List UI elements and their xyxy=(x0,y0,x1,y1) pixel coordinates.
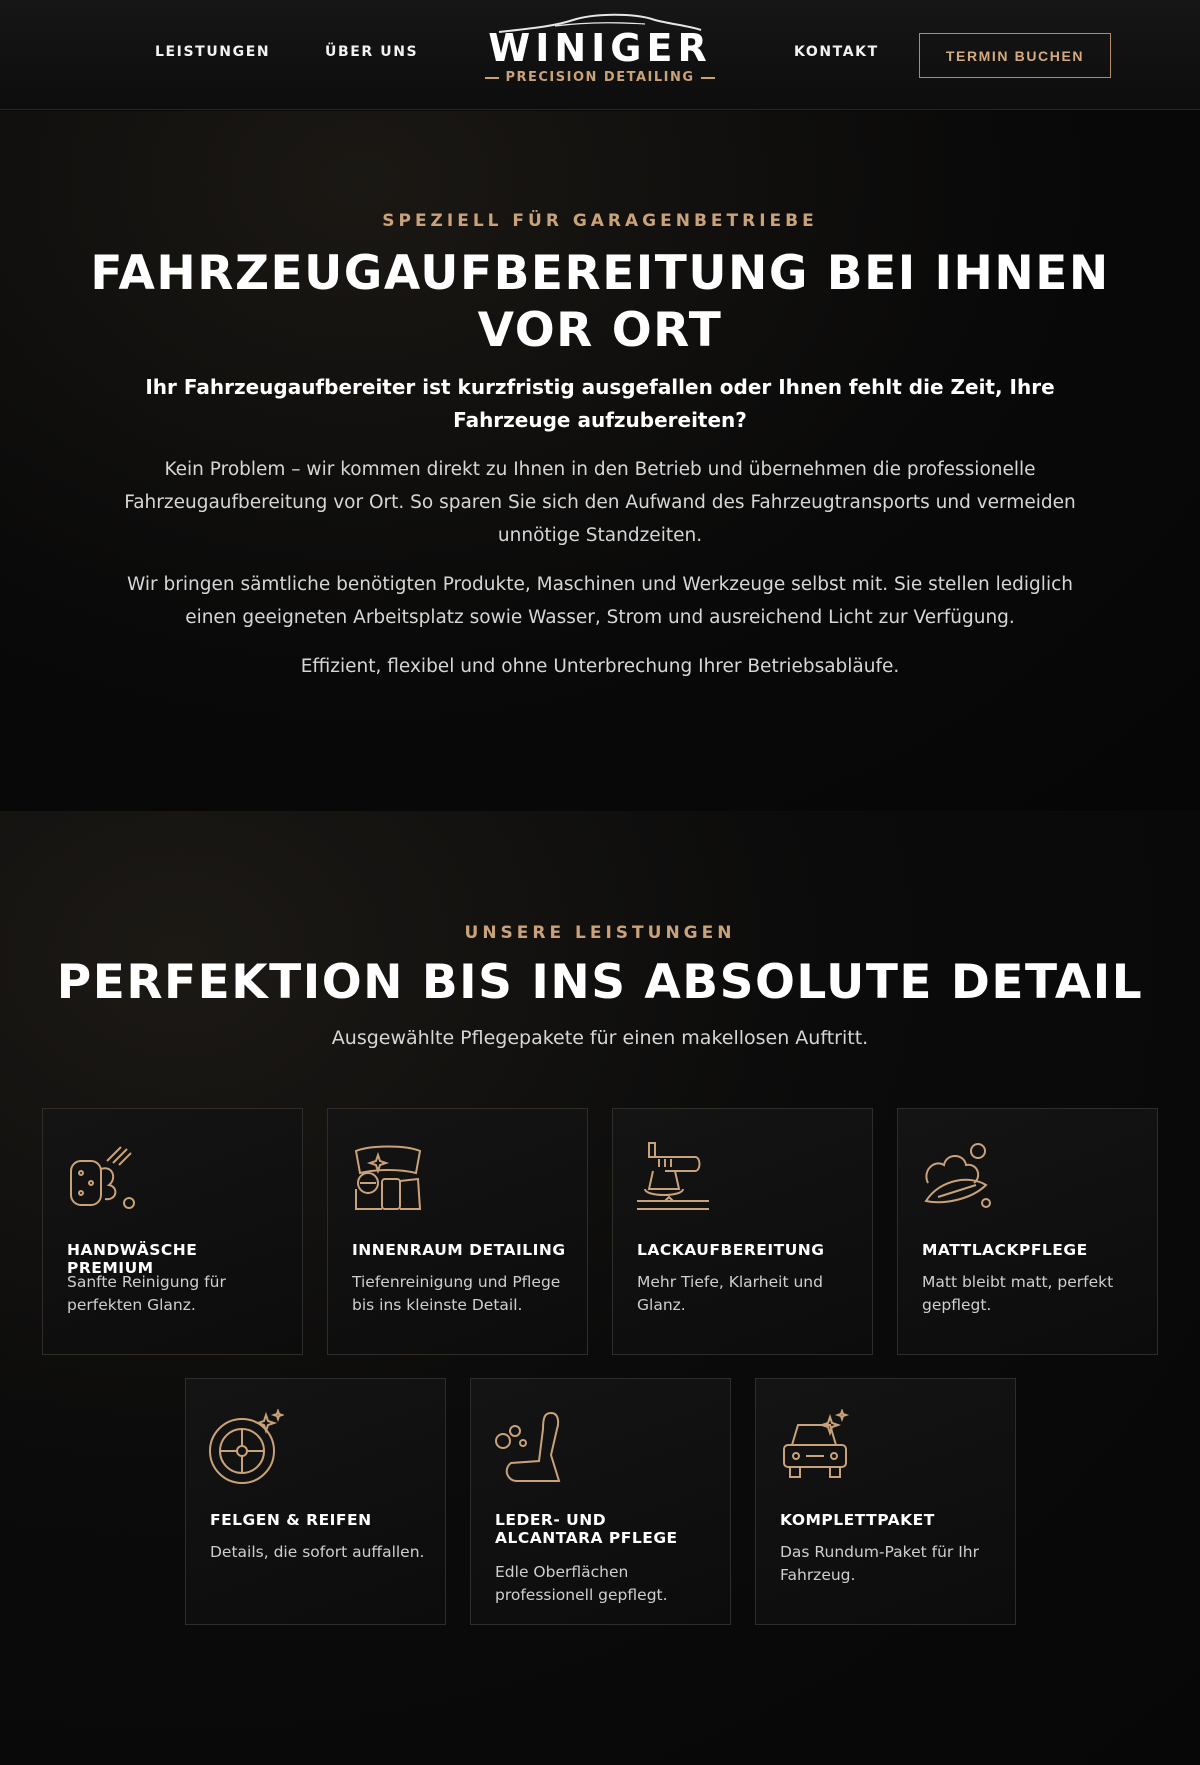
logo-wordmark: WINIGER xyxy=(488,26,712,70)
foam-leaf-icon xyxy=(920,1139,996,1215)
services-eyebrow: UNSERE LEISTUNGEN xyxy=(464,923,736,943)
hero-paragraph: Effizient, flexibel und ohne Unterbrechung Ihrer Betriebsabläufe. xyxy=(300,656,900,677)
card-title: HANDWÄSCHE PREMIUM xyxy=(67,1241,198,1277)
card-description: Matt bleibt matt, perfekt gepflegt. xyxy=(922,1273,1114,1314)
card-description: Sanfte Reinigung für perfekten Glanz. xyxy=(67,1273,226,1314)
card-description: Details, die sofort auffallen. xyxy=(210,1543,425,1561)
hero-title: FAHRZEUGAUFBEREITUNG BEI IHNEN VOR ORT xyxy=(90,246,1110,358)
book-appointment-button[interactable]: TERMIN BUCHEN xyxy=(919,33,1111,78)
service-card-komplettpaket[interactable] xyxy=(755,1378,1016,1625)
hero-paragraph: Wir bringen sämtliche benötigten Produkte, Maschinen und Werkzeuge selbst mit. Sie stellen lediglich einen geeigneten Arbeitsplatz sowie Wasser, Strom und ausreichend Licht zur Verfügung. xyxy=(127,574,1073,628)
sponge-icon xyxy=(65,1139,141,1215)
card-description: Tiefenreinigung und Pflege bis ins kleinste Detail. xyxy=(352,1273,561,1314)
service-card-felgen[interactable] xyxy=(185,1378,446,1625)
card-title: FELGEN & REIFEN xyxy=(210,1511,372,1529)
nav-link-leistungen[interactable]: LEISTUNGEN xyxy=(155,44,271,60)
car-front-icon xyxy=(778,1409,854,1485)
service-card-lackaufbereitung[interactable] xyxy=(612,1108,873,1355)
card-description: Edle Oberflächen professionell gepflegt. xyxy=(495,1563,668,1604)
service-card-leder[interactable] xyxy=(470,1378,731,1625)
site-logo[interactable] xyxy=(470,12,730,100)
card-title: LEDER- UND ALCANTARA PFLEGE xyxy=(495,1511,678,1547)
card-title: LACKAUFBEREITUNG xyxy=(637,1241,825,1259)
service-card-handwaesche[interactable] xyxy=(42,1108,303,1355)
card-title: MATTLACKPFLEGE xyxy=(922,1241,1088,1259)
logo-tagline: PRECISION DETAILING xyxy=(470,70,730,85)
hero-section xyxy=(0,111,1200,811)
hero-paragraph: Kein Problem – wir kommen direkt zu Ihnen in den Betrieb und übernehmen die professionelle Fahrzeugaufbereitung vor Ort. So sparen Sie sich den Aufwand des Fahrzeugtransports und vermeiden unnötige Standzeiten. xyxy=(124,459,1076,546)
card-description: Das Rundum-Paket für Ihr Fahrzeug. xyxy=(780,1543,979,1584)
wheel-icon xyxy=(208,1409,284,1485)
card-title: INNENRAUM DETAILING xyxy=(352,1241,566,1259)
hero-eyebrow: SPEZIELL FÜR GARAGENBETRIEBE xyxy=(382,211,818,231)
car-seat-icon xyxy=(493,1409,569,1485)
card-title: KOMPLETTPAKET xyxy=(780,1511,935,1529)
nav-link-kontakt[interactable]: KONTAKT xyxy=(794,44,879,60)
car-interior-icon xyxy=(350,1139,426,1215)
site-header xyxy=(0,0,1200,110)
services-title: PERFEKTION BIS INS ABSOLUTE DETAIL xyxy=(56,955,1144,1010)
service-card-innenraum[interactable] xyxy=(327,1108,588,1355)
polisher-icon xyxy=(635,1139,711,1215)
card-description: Mehr Tiefe, Klarheit und Glanz. xyxy=(637,1273,823,1314)
services-subtitle: Ausgewählte Pflegepakete für einen makellosen Auftritt. xyxy=(331,1027,869,1049)
service-card-mattlackpflege[interactable] xyxy=(897,1108,1158,1355)
hero-lead: Ihr Fahrzeugaufbereiter ist kurzfristig ausgefallen oder Ihnen fehlt die Zeit, Ihre Fahrzeuge aufzubereiten? xyxy=(145,375,1055,432)
nav-link-ueber-uns[interactable]: ÜBER UNS xyxy=(325,44,419,60)
services-section xyxy=(0,811,1200,1765)
